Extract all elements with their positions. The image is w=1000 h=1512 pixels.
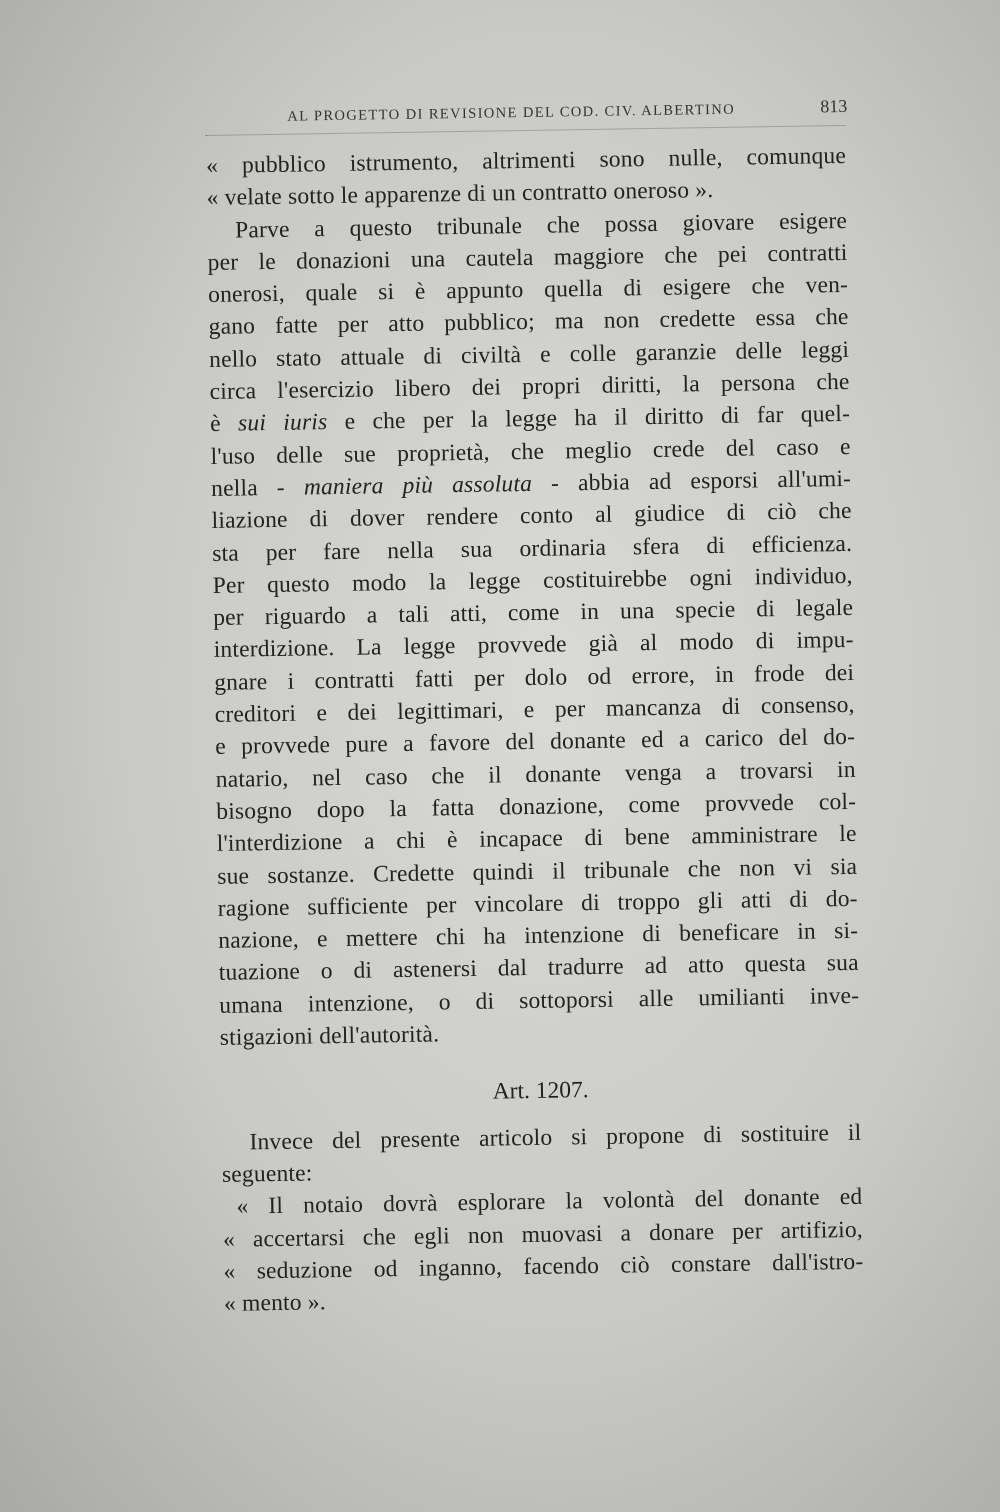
text-line: Per questo modo la legge costituirebbe ogni individuo,: [212, 562, 853, 599]
italic-phrase: sui iuris: [237, 409, 328, 437]
text-fragment: e che per la legge ha il diritto di far quel-: [327, 401, 851, 436]
text-line: sta per fare nella sua ordinaria sfera di efficienza.: [211, 530, 853, 567]
running-title: AL PROGETTO DI REVISIONE DEL COD. CIV. ALBERTINO: [287, 101, 736, 125]
text-line: « Il notaio dovrà esplorare la volontà del donante ed: [236, 1184, 863, 1220]
text-line: « accertarsi che egli non muovasi a donare per artifizio,: [222, 1216, 864, 1253]
text-line: gano fatte per atto pubblico; ma non credette essa che: [208, 304, 849, 341]
text-line: sue sostanze. Credette quindi il tribunale che non vi sia: [217, 853, 858, 890]
text-line: e provvede pure a favore del donante ed a carico del do-: [215, 724, 856, 761]
text-line: stigazioni dell'autorità.: [219, 1021, 440, 1051]
text-line: circa l'esercizio libero dei propri diritti, la persona che: [209, 368, 850, 406]
text-fragment: - abbia ad esporsi all'umi-: [531, 465, 852, 497]
text-line: bisogno dopo la fatta donazione, come provvede col-: [216, 788, 857, 825]
text-line: « velate sotto le apparenze di un contratto oneroso ».: [206, 177, 714, 212]
text-line: interdizione. La legge provvede già al modo di impu-: [213, 627, 854, 664]
text-line: liazione di dover rendere conto al giudice di ciò che: [211, 498, 852, 535]
text-block: [205, 85, 864, 1320]
italic-phrase: maniera più assoluta: [303, 470, 533, 501]
text-line: l'interdizione a chi è incapace di bene amministrare le: [216, 821, 857, 858]
body-text: [206, 140, 860, 1054]
text-line: creditori e dei legittimari, e per mancanza di consenso,: [214, 691, 855, 728]
article-text: [221, 1116, 864, 1320]
text-line: per riguardo a tali atti, come in una specie di legale: [213, 595, 854, 632]
page-number: 813: [820, 95, 848, 117]
running-head: [205, 85, 846, 136]
text-line: nello stato attuale di civiltà e colle garanzie delle leggi: [208, 336, 850, 373]
text-line: « mento ».: [223, 1289, 327, 1317]
article-heading: Art. 1207.: [492, 1077, 589, 1105]
text-line: per le donazioni una cautela maggiore che pei contratti: [207, 239, 848, 276]
text-line: umana intenzione, o di sottoporsi alle umilianti inve-: [219, 982, 860, 1019]
text-fragment: è: [209, 410, 239, 438]
text-line: gnare i contratti fatti per dolo od errore, in frode dei: [214, 659, 855, 696]
text-line: nazione, e mettere chi ha intenzione di beneficare in si-: [218, 917, 859, 955]
text-fragment: nella -: [210, 474, 305, 502]
text-line: l'uso delle sue proprietà, che meglio crede del caso e: [210, 433, 851, 470]
text-line: « pubblico istrumento, altrimenti sono nulle, comunque: [205, 142, 847, 179]
text-line: « seduzione od inganno, facendo ciò constare dall'istro-: [223, 1248, 864, 1285]
text-line: seguente:: [221, 1160, 313, 1188]
text-line: Parve a questo tribunale che possa giovare esigere: [234, 207, 848, 244]
text-line: Invece del presente articolo si propone di sostituire il: [249, 1119, 862, 1156]
text-line: tuazione o di astenersi dal tradurre ad atto questa sua: [218, 950, 859, 987]
text-line: onerosi, quale si è appunto quella di esigere che ven-: [207, 272, 849, 309]
text-line: ragione sufficiente per vincolare di troppo gli atti di do-: [217, 885, 858, 922]
text-line: natario, nel caso che il donante venga a trovarsi in: [215, 756, 856, 793]
